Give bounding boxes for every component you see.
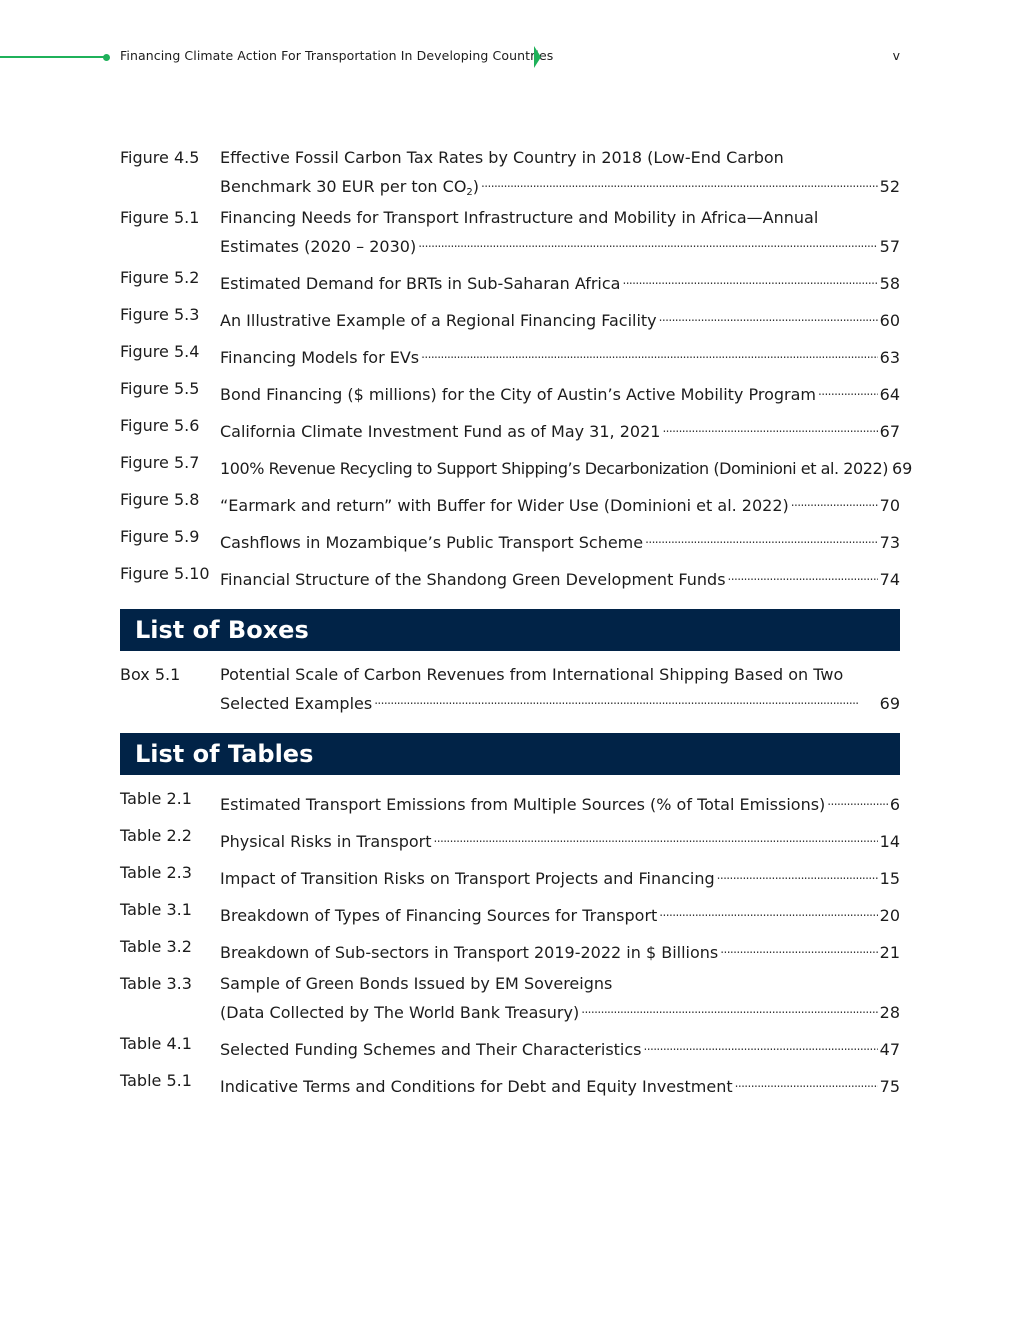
entry-label: Figure 5.4 bbox=[120, 342, 200, 361]
entry-title-line1: Potential Scale of Carbon Revenues from International Shipping Based on Two bbox=[220, 665, 844, 684]
entry-page-number: 21 bbox=[879, 943, 900, 962]
entry-label: Figure 5.9 bbox=[120, 527, 200, 546]
dot-leader bbox=[827, 787, 888, 810]
toc-entry-table-3-1[interactable] bbox=[120, 898, 900, 927]
toc-entry-table-3-3[interactable] bbox=[120, 972, 900, 1024]
entry-page-number: 64 bbox=[879, 385, 900, 404]
entry-title-line2: Selected Examples bbox=[220, 694, 373, 713]
entry-title-line2: (Data Collected by The World Bank Treasury) bbox=[220, 1003, 580, 1022]
dot-leader bbox=[644, 1032, 878, 1055]
entry-title: “Earmark and return” with Buffer for Wider Use (Dominioni et al. 2022) bbox=[220, 496, 789, 515]
toc-entry-table-2-3[interactable] bbox=[120, 861, 900, 890]
entry-label: Table 3.2 bbox=[120, 937, 192, 956]
entry-title: Financing Models for EVs bbox=[220, 348, 420, 367]
toc-entry-figure-5-2[interactable] bbox=[120, 266, 900, 295]
entry-title: Selected Funding Schemes and Their Characteristics bbox=[220, 1040, 642, 1059]
entry-page-number: 28 bbox=[879, 1003, 900, 1022]
toc-entry-table-3-2[interactable] bbox=[120, 935, 900, 964]
toc-entry-figure-5-7[interactable] bbox=[120, 451, 913, 480]
entry-label: Figure 5.10 bbox=[120, 564, 210, 583]
dot-leader bbox=[720, 935, 877, 958]
entry-label: Table 2.2 bbox=[120, 826, 192, 845]
entry-page-number: 69 bbox=[892, 459, 913, 478]
dot-leader bbox=[659, 898, 877, 921]
entry-title: Estimated Demand for BRTs in Sub-Saharan Africa bbox=[220, 274, 621, 293]
entry-title: Estimated Transport Emissions from Multiple Sources (% of Total Emissions) bbox=[220, 795, 826, 814]
entry-title: Impact of Transition Risks on Transport Projects and Financing bbox=[220, 869, 715, 888]
toc-entry-figure-5-5[interactable] bbox=[120, 377, 900, 406]
entry-title: 100% Revenue Recycling to Support Shipping’s Decarbonization (Dominioni et al. 2022) bbox=[220, 459, 888, 478]
entry-label: Table 3.1 bbox=[120, 900, 192, 919]
entry-label: Figure 5.6 bbox=[120, 416, 200, 435]
entry-page-number: 52 bbox=[879, 177, 900, 196]
entry-title: Physical Risks in Transport bbox=[220, 832, 432, 851]
entry-label: Table 2.3 bbox=[120, 863, 192, 882]
header-rule-dot bbox=[103, 54, 110, 61]
entry-page-number: 58 bbox=[879, 274, 900, 293]
entry-title: Breakdown of Sub-sectors in Transport 2019-2022 in $ Billions bbox=[220, 943, 719, 962]
entry-title: California Climate Investment Fund as of May 31, 2021 bbox=[220, 422, 661, 441]
boxes-list bbox=[120, 663, 900, 715]
entry-page-number: 20 bbox=[879, 906, 900, 925]
entry-page-number: 47 bbox=[879, 1040, 900, 1059]
entry-label: Table 5.1 bbox=[120, 1071, 192, 1090]
toc-entry-figure-5-1[interactable] bbox=[120, 206, 900, 258]
entry-page-number: 60 bbox=[879, 311, 900, 330]
dot-leader bbox=[645, 525, 878, 548]
entry-label: Table 4.1 bbox=[120, 1034, 192, 1053]
dot-leader bbox=[735, 1069, 878, 1092]
toc-entry-table-2-1[interactable] bbox=[120, 787, 900, 816]
entry-page-number: 57 bbox=[879, 237, 900, 256]
toc-entry-table-5-1[interactable] bbox=[120, 1069, 900, 1098]
running-header-title: Financing Climate Action For Transportation In Developing Countries bbox=[120, 48, 554, 63]
toc-entry-figure-5-6[interactable] bbox=[120, 414, 900, 443]
dot-leader bbox=[717, 861, 878, 884]
toc-entry-table-2-2[interactable] bbox=[120, 824, 900, 853]
entry-title-line1: Financing Needs for Transport Infrastructure and Mobility in Africa—Annual bbox=[220, 208, 819, 227]
dot-leader bbox=[622, 266, 877, 289]
entry-title: Financial Structure of the Shandong Green Development Funds bbox=[220, 570, 726, 589]
toc-content bbox=[120, 146, 913, 1106]
toc-entry-figure-4-5[interactable] bbox=[120, 146, 900, 198]
toc-entry-figure-5-3[interactable] bbox=[120, 303, 900, 332]
dot-leader bbox=[818, 377, 878, 400]
entry-title: Breakdown of Types of Financing Sources for Transport bbox=[220, 906, 658, 925]
dot-leader bbox=[434, 824, 878, 847]
entry-title: Bond Financing ($ millions) for the City of Austin’s Active Mobility Program bbox=[220, 385, 816, 404]
toc-entry-box-5-1[interactable] bbox=[120, 663, 900, 715]
dot-leader bbox=[662, 414, 877, 437]
dot-leader bbox=[481, 169, 878, 192]
entry-label: Figure 4.5 bbox=[120, 148, 200, 167]
entry-label: Table 2.1 bbox=[120, 789, 192, 808]
entry-page-number: 70 bbox=[879, 496, 900, 515]
toc-entry-table-4-1[interactable] bbox=[120, 1032, 900, 1061]
entry-label: Figure 5.3 bbox=[120, 305, 200, 324]
entry-page-number: 63 bbox=[879, 348, 900, 367]
toc-entry-figure-5-9[interactable] bbox=[120, 525, 900, 554]
entry-label: Figure 5.7 bbox=[120, 453, 200, 472]
dot-leader bbox=[374, 686, 877, 709]
toc-entry-figure-5-10[interactable] bbox=[120, 562, 900, 591]
page-number: v bbox=[892, 48, 900, 63]
entry-label: Table 3.3 bbox=[120, 974, 192, 993]
entry-page-number: 14 bbox=[879, 832, 900, 851]
header-rule bbox=[0, 56, 106, 58]
entry-page-number: 67 bbox=[879, 422, 900, 441]
entry-label: Figure 5.5 bbox=[120, 379, 200, 398]
dot-leader bbox=[659, 303, 878, 326]
entry-page-number: 74 bbox=[879, 570, 900, 589]
entry-title: Indicative Terms and Conditions for Debt and Equity Investment bbox=[220, 1077, 733, 1096]
dot-leader bbox=[421, 340, 878, 363]
tables-list bbox=[120, 787, 900, 1098]
dot-leader bbox=[791, 488, 878, 511]
header-arrow-icon bbox=[534, 46, 541, 68]
list-of-tables-heading: List of Tables bbox=[120, 733, 900, 775]
entry-page-number: 73 bbox=[879, 533, 900, 552]
entry-title: An Illustrative Example of a Regional Financing Facility bbox=[220, 311, 657, 330]
entry-page-number: 15 bbox=[879, 869, 900, 888]
toc-entry-figure-5-4[interactable] bbox=[120, 340, 900, 369]
entry-page-number: 6 bbox=[889, 795, 900, 814]
dot-leader bbox=[728, 562, 878, 585]
entry-title: Cashflows in Mozambique’s Public Transport Scheme bbox=[220, 533, 644, 552]
figures-list bbox=[120, 146, 913, 591]
entry-title-line1: Effective Fossil Carbon Tax Rates by Country in 2018 (Low-End Carbon bbox=[220, 148, 784, 167]
entry-title-line1: Sample of Green Bonds Issued by EM Sovereigns bbox=[220, 974, 613, 993]
entry-page-number: 69 bbox=[879, 694, 900, 713]
entry-label: Box 5.1 bbox=[120, 665, 181, 684]
entry-label: Figure 5.8 bbox=[120, 490, 200, 509]
dot-leader bbox=[581, 995, 877, 1018]
entry-page-number: 75 bbox=[879, 1077, 900, 1096]
entry-title-line2: Benchmark 30 EUR per ton $CO_2$) bbox=[220, 177, 480, 198]
dot-leader bbox=[418, 229, 877, 252]
entry-title-line2: Estimates (2020 – 2030) bbox=[220, 237, 417, 256]
entry-label: Figure 5.2 bbox=[120, 268, 200, 287]
list-of-boxes-heading: List of Boxes bbox=[120, 609, 900, 651]
toc-entry-figure-5-8[interactable] bbox=[120, 488, 900, 517]
entry-label: Figure 5.1 bbox=[120, 208, 200, 227]
